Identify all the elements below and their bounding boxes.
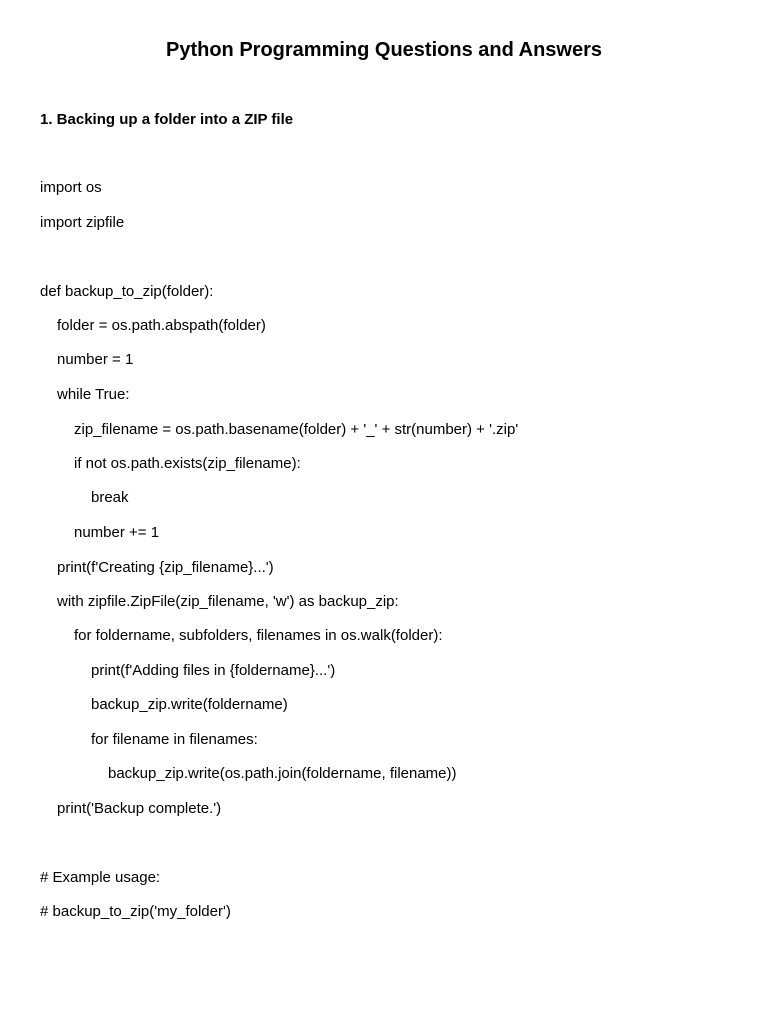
code-line: with zipfile.ZipFile(zip_filename, 'w') as backup_zip: <box>57 593 399 610</box>
code-line: number += 1 <box>74 524 160 541</box>
code-line: for filename in filenames: <box>91 731 258 748</box>
code-line: import os <box>40 179 102 196</box>
question-heading: 1. Backing up a folder into a ZIP file <box>40 111 294 128</box>
code-line: break <box>91 489 129 506</box>
code-line: backup_zip.write(os.path.join(foldername, filename)) <box>108 765 457 782</box>
code-line: print(f'Creating {zip_filename}...') <box>57 559 274 576</box>
code-line: while True: <box>57 386 130 403</box>
code-line: folder = os.path.abspath(folder) <box>57 317 266 334</box>
page-title: Python Programming Questions and Answers <box>166 39 602 61</box>
code-line: # backup_to_zip('my_folder') <box>40 903 231 920</box>
code-line: zip_filename = os.path.basename(folder) + '_' + str(number) + '.zip' <box>74 421 519 438</box>
code-line: # Example usage: <box>40 869 161 886</box>
code-line: print('Backup complete.') <box>57 800 222 817</box>
code-line: for foldername, subfolders, filenames in os.walk(folder): <box>74 627 443 644</box>
code-line: print(f'Adding files in {foldername}...') <box>91 662 336 679</box>
code-line: backup_zip.write(foldername) <box>91 696 288 713</box>
code-line: number = 1 <box>57 351 134 368</box>
code-line: import zipfile <box>40 214 125 231</box>
code-line: if not os.path.exists(zip_filename): <box>74 455 301 472</box>
code-line: def backup_to_zip(folder): <box>40 283 214 300</box>
